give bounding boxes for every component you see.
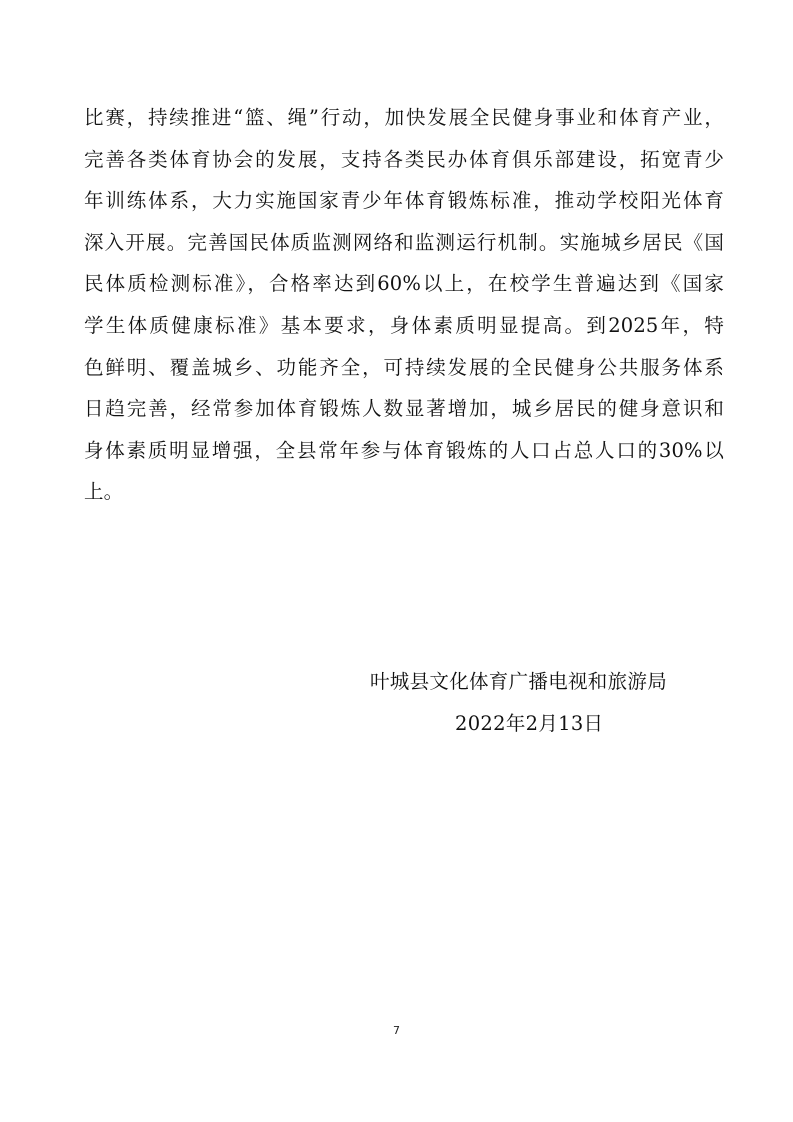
paragraph-line: 色鲜明、覆盖城乡、功能齐全，可持续发展的全民健身公共服务体系: [84, 355, 724, 379]
paragraph-line: 日趋完善，经常参加体育锻炼人数显著增加，城乡居民的健身意识和: [84, 397, 724, 421]
paragraph-line: 学生体质健康标准》基本要求，身体素质明显提高。到2025年，特: [84, 313, 724, 337]
paragraph-line: 比赛，持续推进“篮、绳”行动，加快发展全民健身事业和体育产业，: [84, 106, 724, 129]
issuer-signature: 叶城县文化体育广播电视和旅游局: [370, 670, 668, 693]
paragraph-line: 上。: [84, 480, 124, 504]
paragraph-line: 年训练体系，大力实施国家青少年体育锻炼标准，推动学校阳光体育: [84, 189, 724, 213]
page-number: 7: [393, 1024, 400, 1037]
paragraph-line: 身体素质明显增强，全县常年参与体育锻炼的人口占总人口的30%以: [84, 438, 724, 462]
paragraph-line: 民体质检测标准》，合格率达到60%以上，在校学生普遍达到《国家: [84, 272, 724, 296]
issue-date: 2022年2月13日: [455, 712, 604, 735]
paragraph-line: 深入开展。完善国民体质监测网络和监测运行机制。实施城乡居民《国: [84, 230, 724, 254]
body-paragraph: [84, 101, 724, 517]
paragraph-line: 完善各类体育协会的发展，支持各类民办体育俱乐部建设，拓宽青少: [84, 147, 724, 171]
